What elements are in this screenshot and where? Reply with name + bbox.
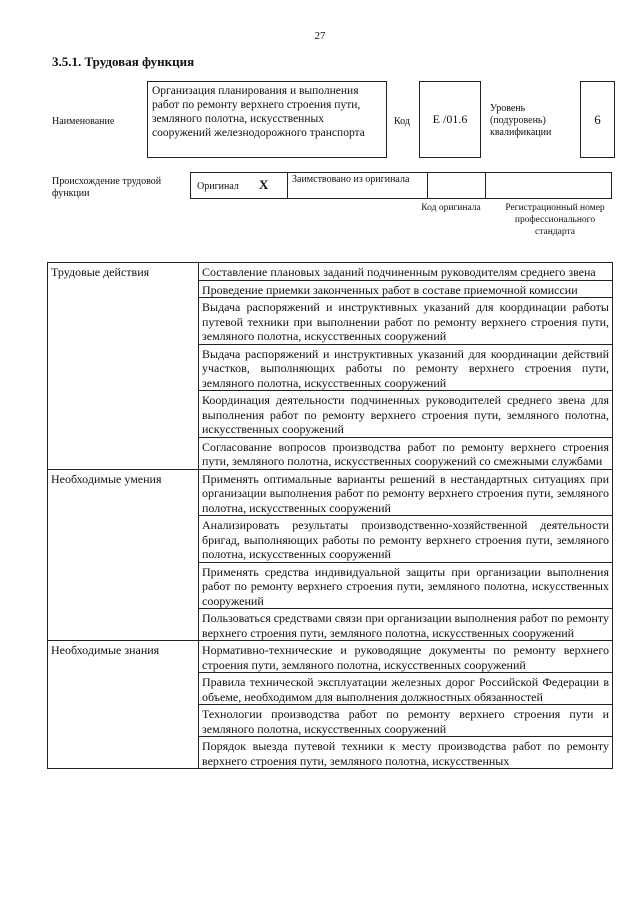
origin-label: Происхождение трудовой функции <box>52 176 162 199</box>
table-item: Применять оптимальные варианты решений в нестандартных ситуациях при организации выполнения работ по ремонту верхнего строения пути, земляного полотна, искусственных сооружений <box>199 469 613 516</box>
original-cell <box>191 173 288 198</box>
level-value-box: 6 <box>580 81 615 158</box>
page-number: 27 <box>314 30 326 42</box>
section-category: Необходимые знания <box>48 641 199 769</box>
section-category: Трудовые действия <box>48 263 199 470</box>
table-item: Выдача распоряжений и инструктивных указаний для координации действий участков, выполняющих работы по ремонту верхнего строения пути, земляного полотна, искусственных сооружений <box>199 344 613 391</box>
table-item: Согласование вопросов производства работ по ремонту верхнего строения пути, земляного полотна, искусственных сооружений со смежными службами <box>199 437 613 469</box>
table-item: Составление плановых заданий подчиненным руководителям среднего звена <box>199 263 613 281</box>
table-item: Правила технической эксплуатации железных дорог Российской Федерации в объеме, необходимом для выполнения должностных обязанностей <box>199 673 613 705</box>
original-code-cell <box>428 173 486 198</box>
table-item: Порядок выезда путевой техники к месту производства работ по ремонту верхнего строения пути, земляного полотна, искусственных <box>199 737 613 769</box>
table-item: Нормативно-технические и руководящие документы по ремонту верхнего строения пути, земляного полотна, искусственных сооружений <box>199 641 613 673</box>
code-value-box: E /01.6 <box>419 81 481 158</box>
code-label: Код <box>394 116 410 127</box>
table-row <box>48 263 613 281</box>
level-label: Уровень (подуровень) квалификации <box>490 103 552 138</box>
table-item: Технологии производства работ по ремонту верхнего строения пути и земляного полотна, искусственных сооружений <box>199 705 613 737</box>
table-row <box>48 469 613 516</box>
function-name-box: Организация планирования и выполнения работ по ремонту верхнего строения пути, земляного полотна, искусственных сооружений железнодорожного транспорта <box>147 81 387 158</box>
table-row <box>48 641 613 673</box>
section-category: Необходимые умения <box>48 469 199 641</box>
function-table <box>47 262 613 769</box>
registration-number-caption: Регистрационный номер профессионального стандарта <box>505 203 605 237</box>
table-item: Применять средства индивидуальной защиты при организации выполнения работ по ремонту верхнего строения пути, земляного полотна, искусственных сооружений <box>199 562 613 609</box>
borrowed-cell <box>288 173 428 198</box>
table-item: Выдача распоряжений и инструктивных указаний для координации работы путевой техники при выполнении работ по ремонту верхнего строения пути, земляного полотна, искусственных сооружений <box>199 298 613 345</box>
table-item: Координация деятельности подчиненных руководителей среднего звена для выполнения работ по ремонту верхнего строения пути, земляного полотна, искусственных сооружений <box>199 391 613 438</box>
original-label: Оригинал <box>197 181 239 192</box>
section-title: 3.5.1. Трудовая функция <box>52 54 195 69</box>
original-code-caption: Код оригинала <box>421 203 481 213</box>
table-item: Пользоваться средствами связи при организации выполнения работ по ремонту верхнего строения пути, земляного полотна, искусственных сооружений <box>199 609 613 641</box>
original-mark: X <box>259 177 269 192</box>
borrowed-label: Заимствовано из оригинала <box>292 174 410 185</box>
origin-row <box>190 172 612 199</box>
registration-number-cell <box>486 173 611 198</box>
name-label: Наименование <box>52 116 115 127</box>
table-item: Анализировать результаты производственно-хозяйственной деятельности бригад, выполняющих работы по ремонту верхнего строения пути, земляного полотна, искусственных сооружений <box>199 516 613 563</box>
table-item: Проведение приемки законченных работ в составе приемочной комиссии <box>199 280 613 298</box>
